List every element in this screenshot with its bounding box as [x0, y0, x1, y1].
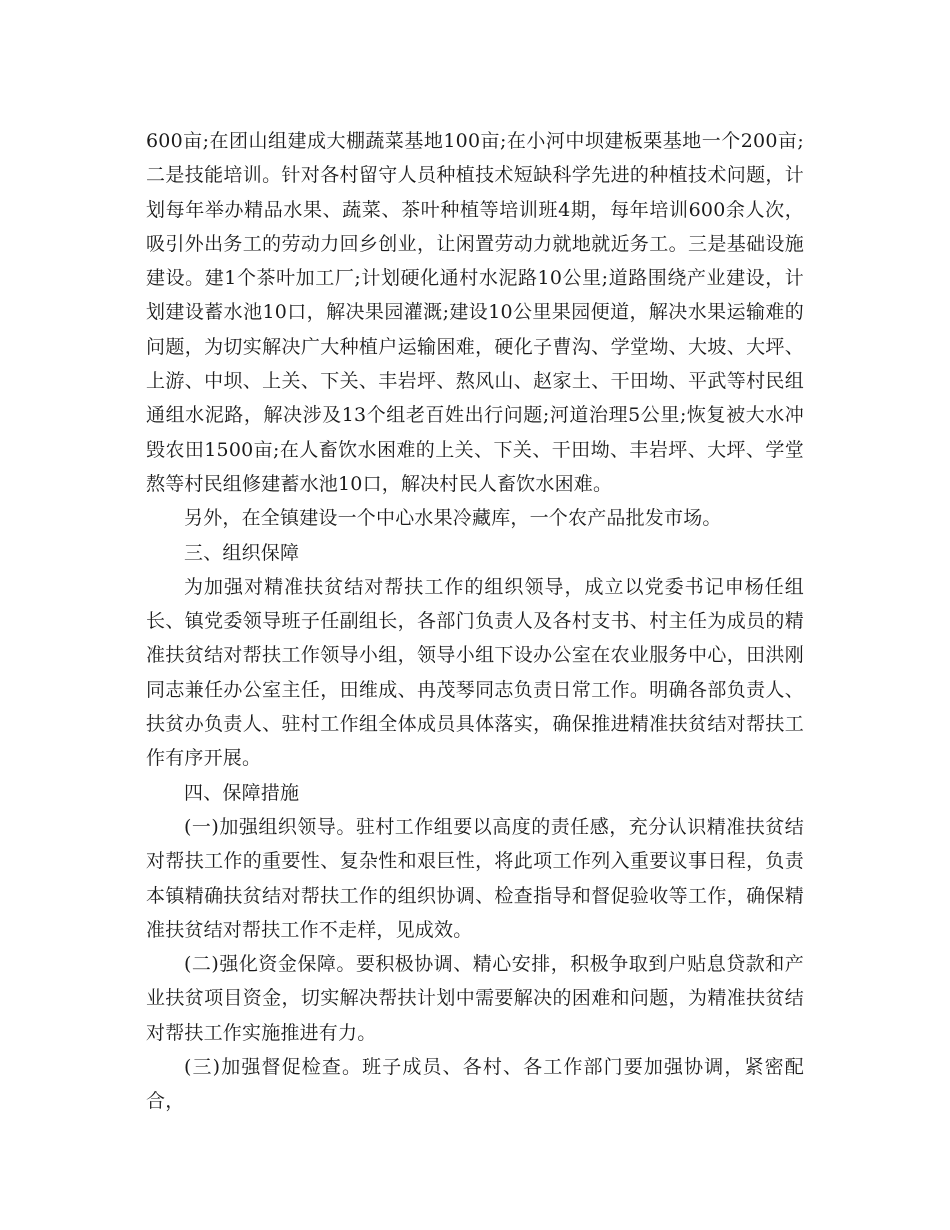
document-body [146, 124, 804, 1119]
paragraph-measure-3: (三)加强督促检查。班子成员、各村、各工作部门要加强协调，紧密配合， [146, 1056, 804, 1113]
paragraph-continued-plan-details: 600亩;在团山组建成大棚蔬菜基地100亩;在小河中坝建板栗基地一个200亩;二是技能培训。针对各村留守人员种植技术短缺科学先进的种植技术问题，计划每年举办精品水果、蔬菜、茶叶种植等培训班4期，每年培训600余人次，吸引外出务工的劳动力回乡创业，让闲置劳动力就地就近务工。三是基础设施建设。建1个茶叶加工厂;计划硬化通村水泥路10公里;道路围绕产业建设，计划建设蓄水池10口，解决果园灌溉;建设10公里果园便道，解决水果运输难的问题，为切实解决广大种植户运输困难，硬化子曹沟、学堂坳、大坡、大坪、上游、中坝、上关、下关、丰岩坪、熬风山、赵家土、干田坳、平武等村民组通组水泥路，解决涉及13个组老百姓出行问题;河道治理5公里;恢复被大水冲毁农田1500亩;在人畜饮水困难的上关、下关、干田坳、丰岩坪、大坪、学堂熬等村民组修建蓄水池10口，解决村民人畜饮水困难。 [146, 130, 804, 495]
paragraph-cold-storage: 另外，在全镇建设一个中心水果冷藏库，一个农产品批发市场。 [184, 507, 722, 530]
section-heading-measures: 四、保障措施 [184, 781, 300, 804]
paragraph-measure-1: (一)加强组织领导。驻村工作组要以高度的责任感，充分认识精准扶贫结对帮扶工作的重要性、复杂性和艰巨性，将此项工作列入重要议事日程，负责本镇精确扶贫结对帮扶工作的组织协调、检查指导和督促验收等工作，确保精准扶贫结对帮扶工作不走样，见成效。 [146, 815, 804, 941]
paragraph-leadership-group: 为加强对精准扶贫结对帮扶工作的组织领导，成立以党委书记申杨任组长、镇党委领导班子任副组长，各部门负责人及各村支书、村主任为成员的精准扶贫结对帮扶工作领导小组，领导小组下设办公室在农业服务中心，田洪刚同志兼任办公室主任，田维成、冉茂琴同志负责日常工作。明确各部负责人、扶贫办负责人、驻村工作组全体成员具体落实，确保推进精准扶贫结对帮扶工作有序开展。 [146, 575, 804, 770]
section-heading-organization: 三、组织保障 [184, 541, 300, 564]
paragraph-measure-2: (二)强化资金保障。要积极协调、精心安排，积极争取到户贴息贷款和产业扶贫项目资金，切实解决帮扶计划中需要解决的困难和问题，为精准扶贫结对帮扶工作实施推进有力。 [146, 953, 804, 1044]
